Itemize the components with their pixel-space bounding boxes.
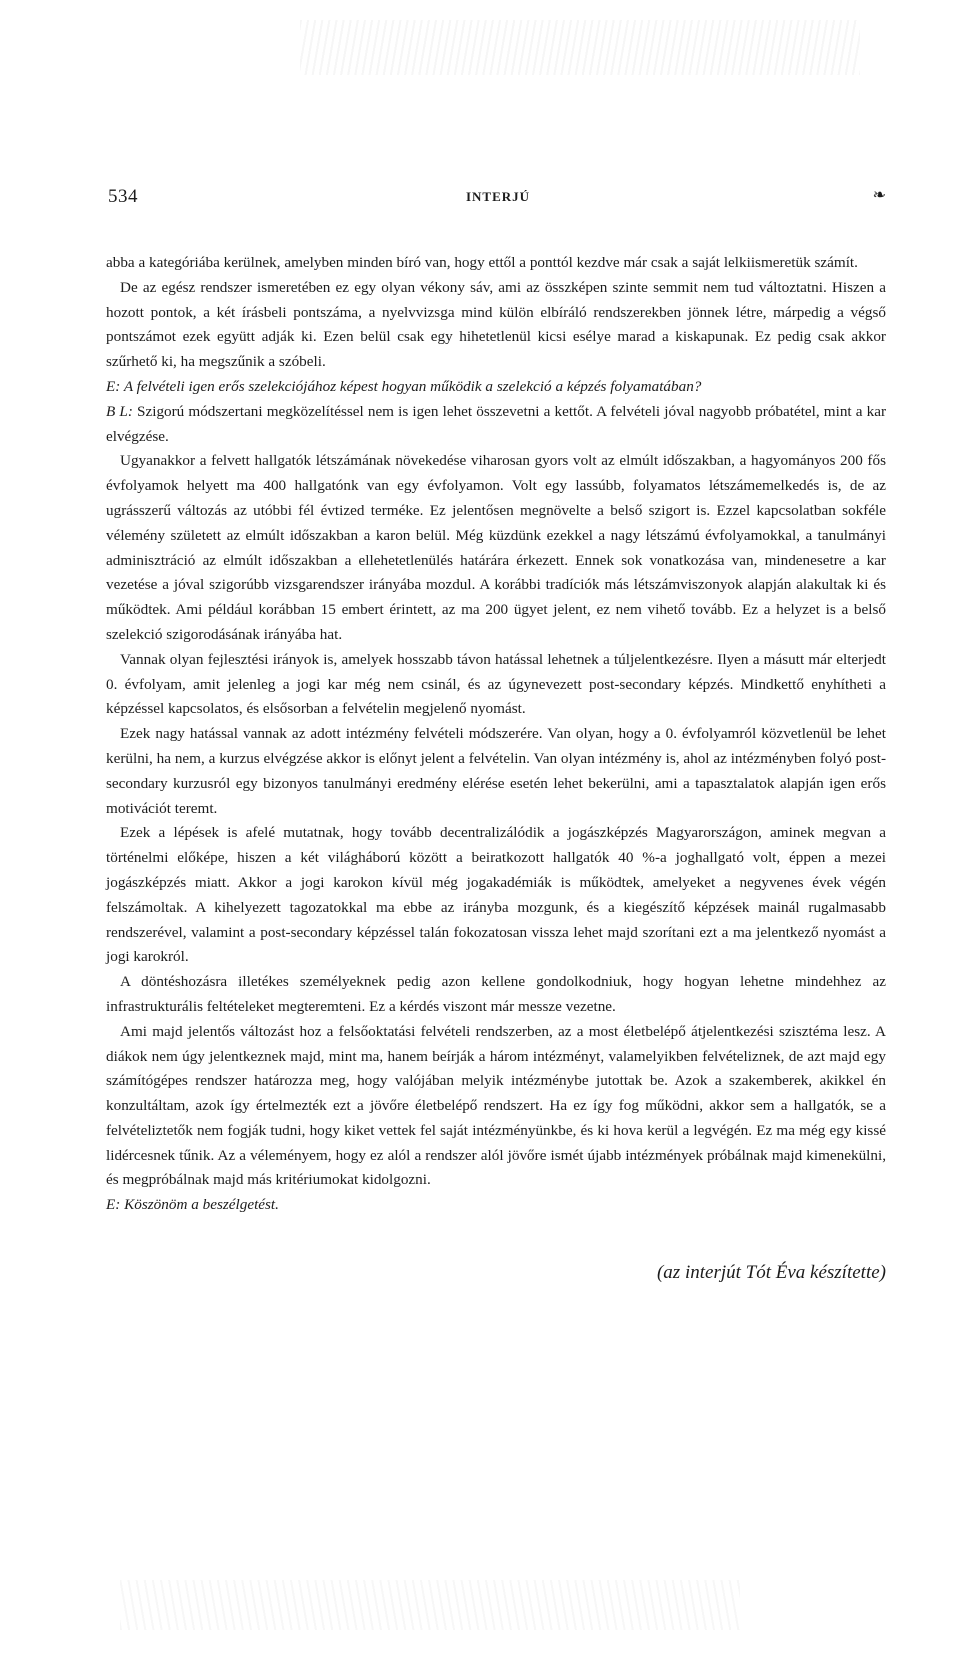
paragraph: A döntéshozásra illetékes személyeknek pedig azon kellene gondolkodniuk, hogy hogyan lehetne mindehhez az infrastrukturális feltételeket megteremteni. Ez a kérdés viszont már messze vezetne. (106, 973, 886, 1015)
ornament-icon: ❧ (872, 187, 886, 204)
paragraph: De az egész rendszer ismeretében ez egy olyan vékony sáv, ami az összképen szinte semmit nem tud változtatni. Hiszen a hozott pontok, a két írásbeli pontszáma, a nyelvvizsga mind külön elbíráló rendszerekben jönnek létre, márpedig a végső pontszámot ezek együtt adják ki. Ezen belül csak egy hihetetlenül kicsi esélye marad a kiskapunak. Ez pedig csak akkor szűrhető ki, ha megszűnik a szóbeli. (106, 278, 886, 371)
answer-paragraph (106, 400, 886, 450)
paragraph: Ugyanakkor a felvett hallgatók létszámának növekedése viharosan gyors volt az elmúlt időszakban, a hagyományos 200 fős évfolyamok helyett ma 400 hallgatónk van egy évfolyamon. Volt egy lassúbb, folyamatos létszámemelkedés is, de az ugrásszerű változás az utóbbi fél évtized terméke. Ez jelentősen megnövelte a belső szigort is. Ezzel kapcsolatban sokféle vélemény született az elmúlt időszakban a karon belül. Még küzdünk ezekkel a nagy létszámú évfolyamokkal, a tanulmányi adminisztráció az elmúlt időszakban a ellehetetlenülés határára érkezett. Ennek sok vonatkozása van, mindenesetre a kar vezetése a jóval szigorúbb vizsgarendszer irányába mozdul. A korábbi tradíciók más létszámviszonyok alapján alakultak ki és működtek. Ami például korábban 15 embert érintett, az ma 200 ügyet jelent, ez nem vihető tovább. Ez a helyzet is a belső szelekció szigorodásának irányába hat. (106, 452, 886, 643)
page-header (108, 186, 888, 216)
interviewer-question: E: A felvételi igen erős szelekciójához képest hogyan működik a szelekció a képzés folyamatában? (106, 377, 702, 395)
answer-text: Szigorú módszertani megközelítéssel nem is igen lehet összevetni a kettőt. A felvételi jóval nagyobb próbatétel, mint a kar elvégzése. (106, 402, 887, 445)
scan-artifact-bottom (120, 1580, 740, 1630)
interviewer-closing: E: Köszönöm a beszélgetést. (106, 1196, 279, 1214)
page-number: 534 (108, 186, 138, 207)
paragraph: Ezek nagy hatással vannak az adott intézmény felvételi módszerére. Van olyan, hogy a 0. évfolyamról közvetlenül be lehet kerülni, ha nem, a kurzus elvégzése akkor is előnyt jelent a felvételin. Van olyan intézmény is, ahol az intézményben folyó post-secondary kurzusról egy bizonyos tanulmányi eredmény elérése esetén lehet bekerülni, ami a tapasztalatok alapján igen erős motivációt teremt. (106, 725, 886, 817)
paragraph: Ami majd jelentős változást hoz a felsőoktatási felvételi rendszerben, az a most életbelépő átjelentkezési szisztéma lesz. A diákok nem úgy jelentkeznek majd, mint ma, hanem beírják a három intézményt, valamelyikben felvételiznek, de azt majd egy számítógépes rendszer határozza meg, hogy valójában melyik intézménybe jutottak be. Azok a szakemberek, akikkel én konzultáltam, azok így értelmezték ezt a jövőre életbelépő rendszert. Ha ez így fog működni, akkor sem a hallgatók, se a felvételiztetők nem fogják tudni, hogy kiket vettek fel saját intézményünkbe, és ki hova kerül a legvégén. Ez ma még egy kissé lidércesnek tűnik. Az a véleményem, hogy ez alól a rendszer alól jövőre ismét újabb intézmények próbálnak majd kimenekülni, és megpróbálnak majd más kritériumokat kidolgozni. (106, 1022, 886, 1189)
paragraph: Ezek a lépések is afelé mutatnak, hogy tovább decentralizálódik a jogászképzés Magyarországon, aminek megvan a történelmi előképe, hiszen a két világháború között a beiratkozott hallgatók 40 %-a joghallgató volt, éppen a mezei jogászképzés miatt. Akkor a jogi karokon kívül még jogakadémiák is működtek, amelyeket a negyvenes évek végén felszámoltak. A kihelyezett tagozatokkal ma ebbe az irányba mozgunk, és a kiegészítő képzések mainál rugalmasabb rendszerével, valamint a post-secondary képzéssel talán fokozatosan vissza lehet majd szorítani ezt a ma jelentkező nyomást a jogi karokról. (106, 824, 886, 966)
paragraph: Vannak olyan fejlesztési irányok is, amelyek hosszabb távon hatással lehetnek a túljelentkezésre. Ilyen a másutt már elterjedt 0. évfolyam, amit jelenleg a jogi kar még nem csinál, és az úgynevezett post-secondary képzés. Mindkettő enyhítheti a képzéssel kapcsolatos, és elsősorban a felvételin megjelenő nyomást. (106, 650, 886, 718)
running-head: INTERJÚ (465, 189, 531, 204)
scan-artifact-top (300, 20, 860, 75)
interviewer-signature: (az interjút Tót Éva készítette) (656, 1262, 886, 1283)
paragraph-continuation: abba a kategóriába kerülnek, amelyben minden bíró van, hogy ettől a ponttól kezdve már csak a saját lelkiismeretük számít. (106, 254, 858, 271)
speaker-label: B L: (106, 402, 133, 420)
article-body (106, 251, 886, 1218)
